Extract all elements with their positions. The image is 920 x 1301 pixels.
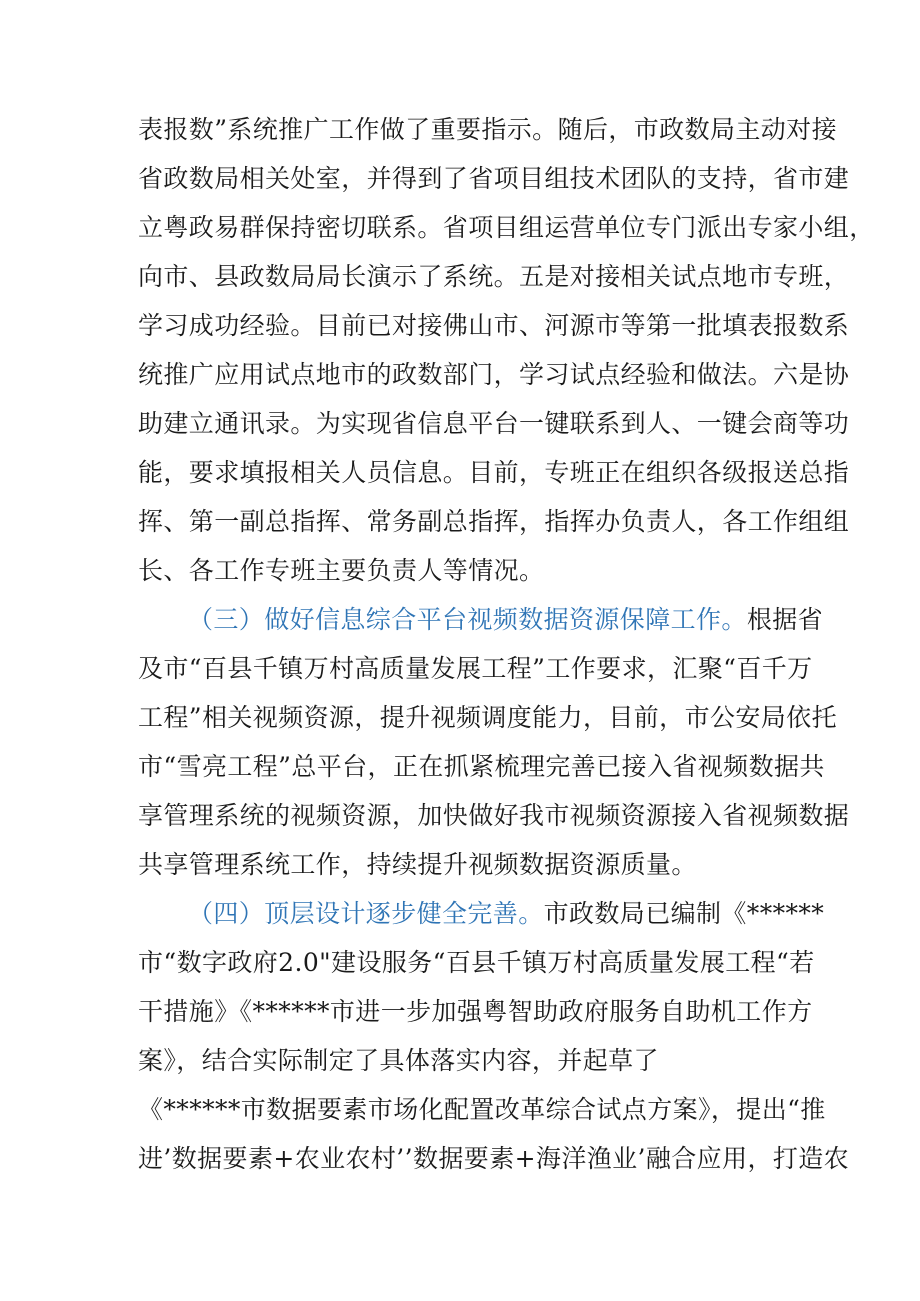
- body-line: 长、各工作专班主要负责人等情况。: [138, 556, 545, 585]
- body-line: 表报数”系统推广工作做了重要指示。随后，市政数局主动对接: [138, 115, 837, 144]
- section4-line: 案》，结合实际制定了具体落实内容，并起草了: [138, 1046, 659, 1075]
- section3-first-line: [188, 605, 824, 635]
- body-line: 统推广应用试点地市的政数部门，学习试点经验和做法。六是协: [138, 360, 850, 389]
- section4-line: 市“数字政府2.0"建设服务“百县千镇万村高质量发展工程“若: [138, 948, 815, 977]
- body-line: 省政数局相关处室，并得到了省项目组技术团队的支持，省市建: [138, 164, 850, 193]
- body-line: 立粤政易群保持密切联系。省项目组运营单位专门派出专家小组，: [138, 213, 875, 242]
- section4-line: 进’数据要素+农业农村’’数据要素+海洋渔业’融合应用，打造农: [138, 1144, 850, 1173]
- body-line: 助建立通讯录。为实现省信息平台一键联系到人、一键会商等功: [138, 409, 850, 438]
- section3-line: 及市“百县千镇万村高质量发展工程”工作要求，汇聚“百千万: [138, 654, 813, 683]
- section3-line: 享管理系统的视频资源，加快做好我市视频资源接入省视频数据: [138, 801, 850, 830]
- section3-line: 工程”相关视频资源，提升视频调度能力，目前，市公安局依托: [138, 703, 837, 732]
- body-line: 能，要求填报相关人员信息。目前，专班正在组织各级报送总指: [138, 458, 850, 487]
- section4-heading: （四）顶层设计逐步健全完善。: [188, 899, 544, 928]
- section3-heading: （三）做好信息综合平台视频数据资源保障工作。: [188, 605, 747, 634]
- section3-line: 共享管理系统工作，持续提升视频数据资源质量。: [138, 850, 697, 879]
- section4-line: 《******市数据要素市场化配置改革综合试点方案》，提出“推: [138, 1095, 826, 1124]
- section3-first-tail: 根据省: [746, 605, 824, 634]
- section4-first-line: [188, 899, 825, 929]
- body-line: 挥、第一副总指挥、常务副总指挥，指挥办负责人，各工作组组: [138, 507, 850, 536]
- section3-line: 市“雪亮工程”总平台，正在抓紧梳理完善已接入省视频数据共: [138, 752, 825, 781]
- section4-line: 干措施》《******市进一步加强粤智助政府服务自助机工作方: [138, 997, 813, 1026]
- body-line: 向市、县政数局局长演示了系统。五是对接相关试点地市专班，: [138, 262, 850, 291]
- section4-first-tail: 市政数局已编制《******: [543, 899, 825, 928]
- body-line: 学习成功经验。目前已对接佛山市、河源市等第一批填表报数系: [138, 311, 850, 340]
